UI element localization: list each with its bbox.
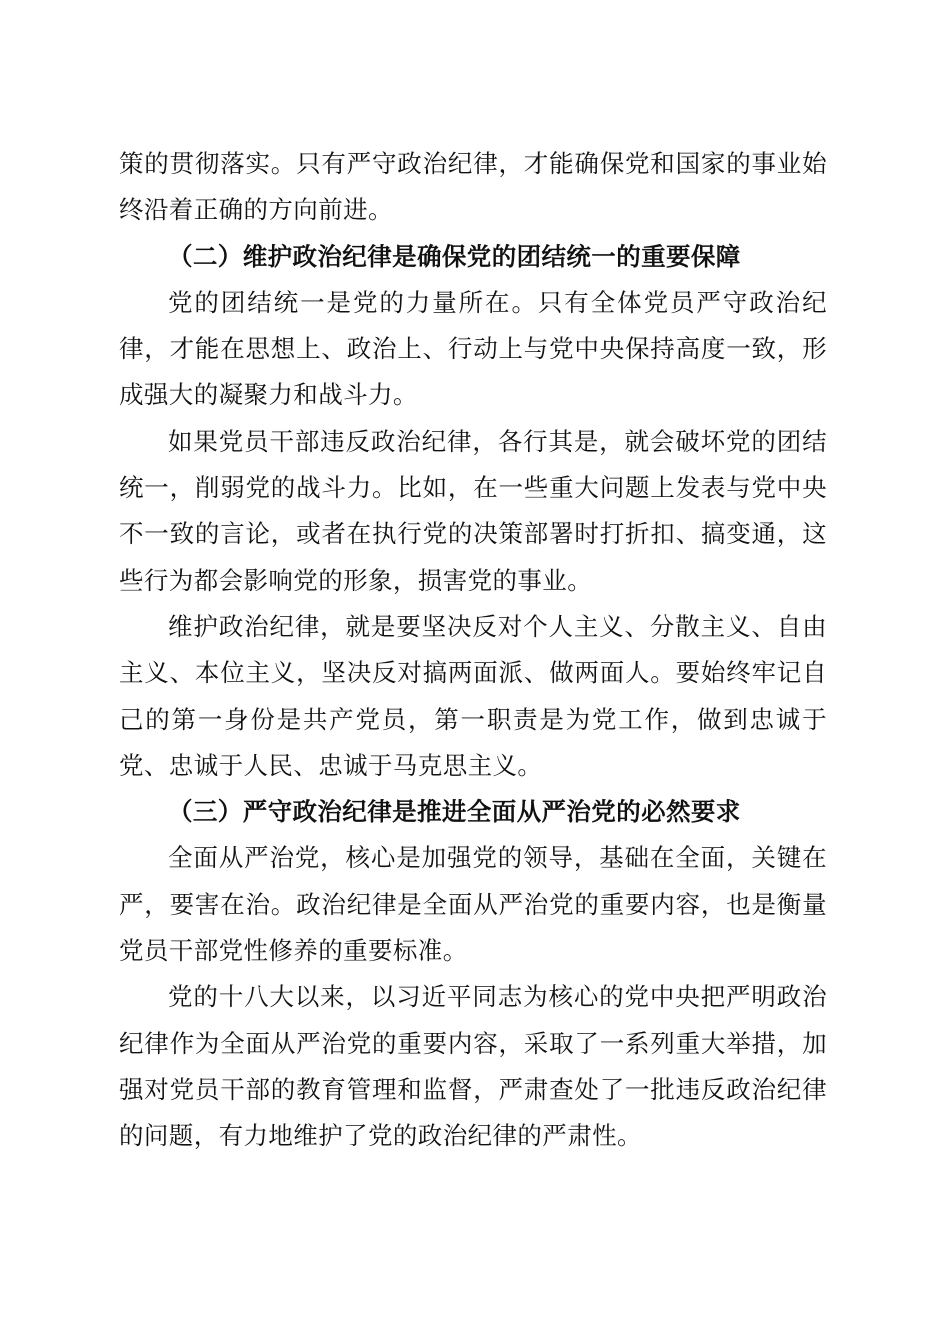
body-paragraph-continuation: 策的贯彻落实。只有严守政治纪律，才能确保党和国家的事业始终沿着正确的方向前进。: [119, 149, 827, 225]
body-paragraph: 党的十八大以来，以习近平同志为核心的党中央把严明政治纪律作为全面从严治党的重要内容，采取了一系列重大举措，加强对党员干部的教育管理和监督，严肃查处了一批违反政治纪律的问题，有力地维护了党的政治纪律的严肃性。: [119, 982, 827, 1151]
section-heading-2: （二）维护政治纪律是确保党的团结统一的重要保障: [168, 241, 741, 271]
document-page: [119, 141, 827, 1160]
body-paragraph: 党的团结统一是党的力量所在。只有全体党员严守政治纪律，才能在思想上、政治上、行动上与党中央保持高度一致，形成强大的凝聚力和战斗力。: [119, 287, 827, 410]
body-paragraph: 维护政治纪律，就是要坚决反对个人主义、分散主义、自由主义、本位主义，坚决反对搞两面派、做两面人。要始终牢记自己的第一身份是共产党员，第一职责是为党工作，做到忠诚于党、忠诚于人民、忠诚于马克思主义。: [119, 611, 827, 780]
body-paragraph: 如果党员干部违反政治纪律，各行其是，就会破坏党的团结统一，削弱党的战斗力。比如，在一些重大问题上发表与党中央不一致的言论，或者在执行党的决策部署时打折扣、搞变通，这些行为都会影响党的形象，损害党的事业。: [119, 426, 827, 595]
section-heading-3: （三）严守政治纪律是推进全面从严治党的必然要求: [168, 797, 741, 827]
body-paragraph: 全面从严治党，核心是加强党的领导，基础在全面，关键在严，要害在治。政治纪律是全面从严治党的重要内容，也是衡量党员干部党性修养的重要标准。: [119, 843, 827, 966]
